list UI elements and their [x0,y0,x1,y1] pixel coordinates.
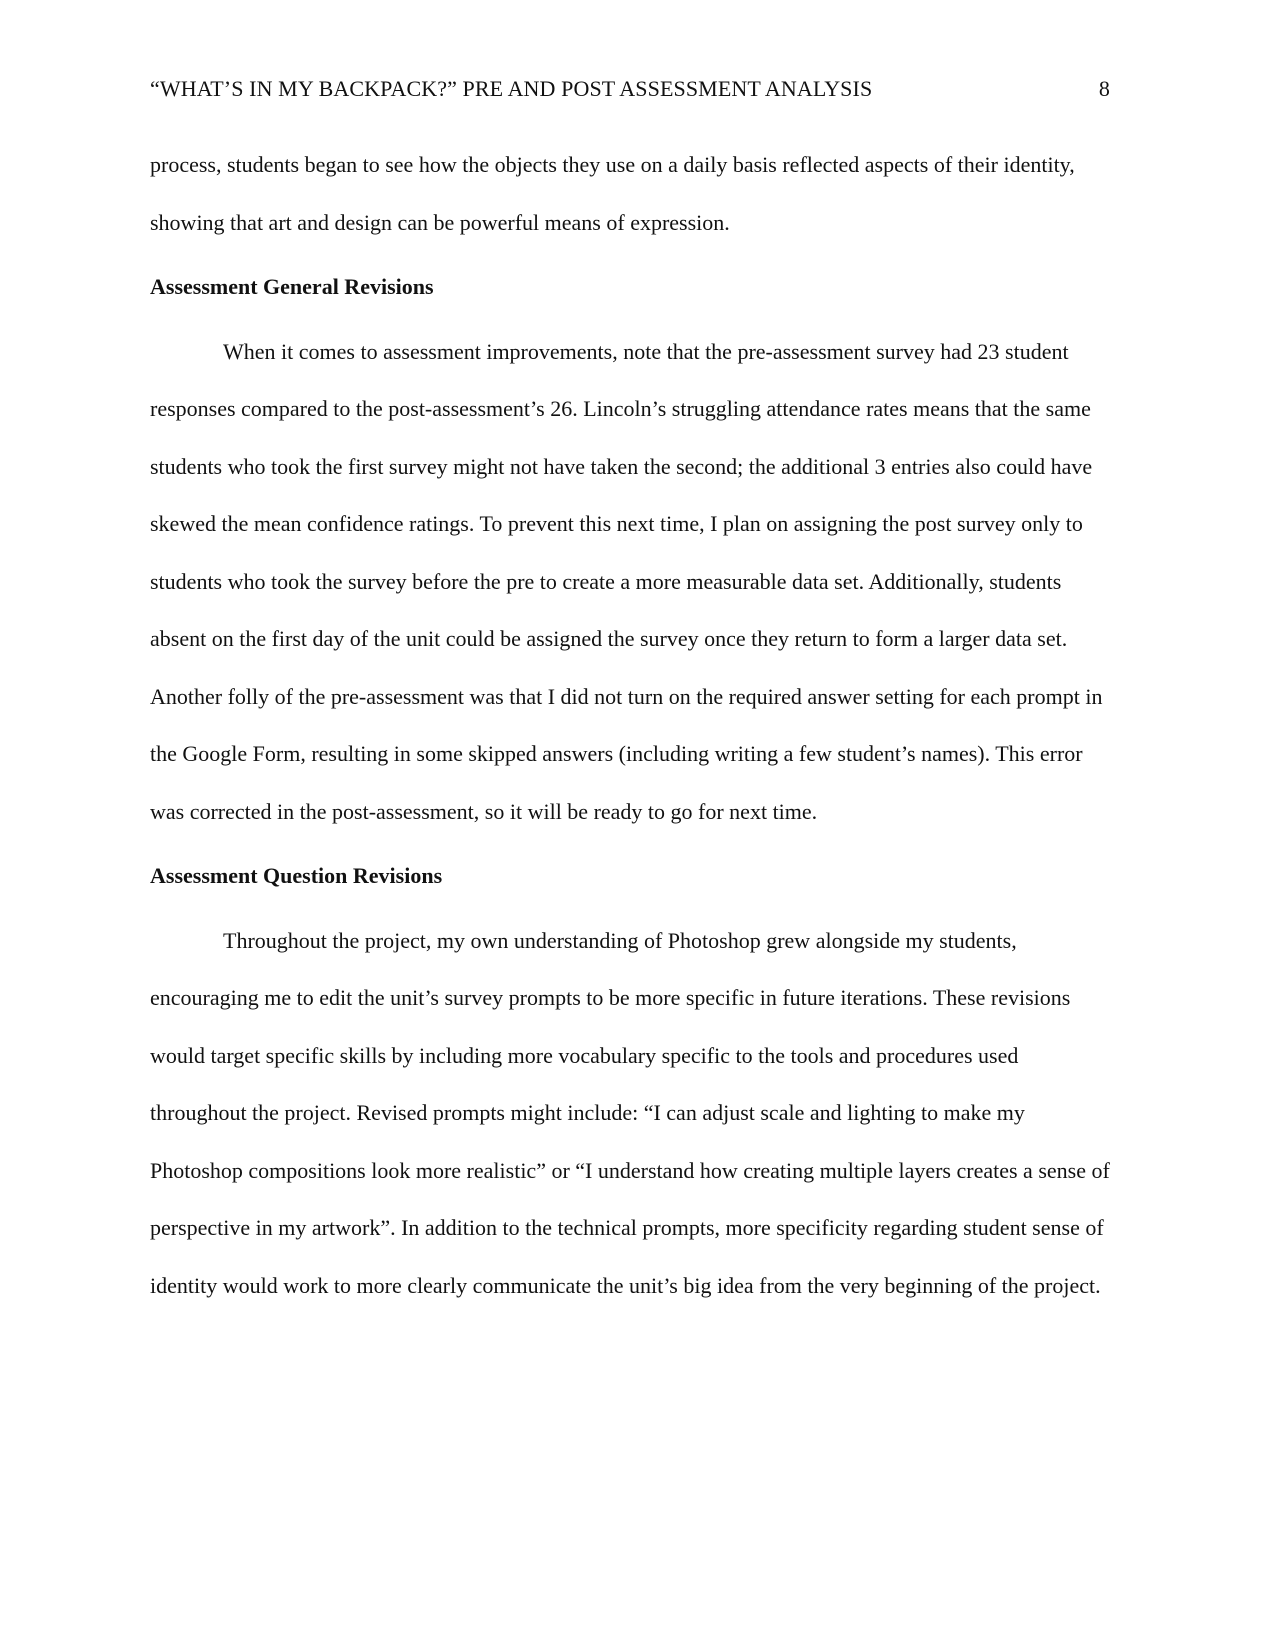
paragraph-question-revisions: Throughout the project, my own understanding of Photoshop grew alongside my students, encouraging me to edit the unit’s survey prompts to be more specific in future iterations. These revisions would target specific skills by including more vocabulary specific to the tools and procedures used throughout the project. Revised prompts might include: “I can adjust scale and lighting to make my Photoshop compositions look more realistic” or “I understand how creating multiple layers creates a sense of perspective in my artwork”. In addition to the technical prompts, more specificity regarding student sense of identity would work to more clearly communicate the unit’s big idea from the very beginning of the project. [150,927,1110,1298]
body-text [150,136,1115,1314]
running-head [150,72,1110,106]
page-number: 8 [1098,76,1110,101]
running-head-title: “WHAT’S IN MY BACKPACK?” PRE AND POST ASSESSMENT ANALYSIS [150,76,873,101]
section-heading-general-revisions: Assessment General Revisions [150,274,434,299]
section-heading-question-revisions: Assessment Question Revisions [150,863,443,888]
continuation-paragraph: process, students began to see how the objects they use on a daily basis reflected aspects of their identity, showing that art and design can be powerful means of expression. [150,152,1075,235]
paragraph-general-revisions: When it comes to assessment improvements, note that the pre-assessment survey had 23 student responses compared to the post-assessment’s 26. Lincoln’s struggling attendance rates means that the same students who took the first survey might not have taken the second; the additional 3 entries also could have skewed the mean confidence ratings. To prevent this next time, I plan on assigning the post survey only to students who took the survey before the pre to create a more measurable data set. Additionally, students absent on the first day of the unit could be assigned the survey once they return to form a larger data set. Another folly of the pre-assessment was that I did not turn on the required answer setting for each prompt in the Google Form, resulting in some skipped answers (including writing a few student’s names). This error was corrected in the post-assessment, so it will be ready to go for next time. [150,338,1103,824]
